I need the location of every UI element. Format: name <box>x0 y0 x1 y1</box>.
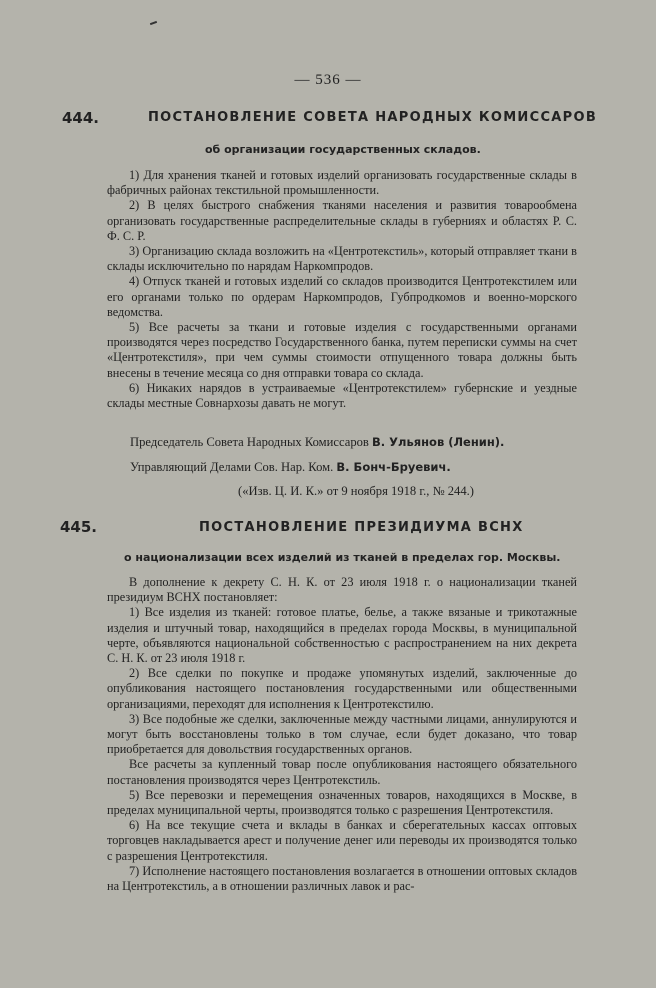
doc-445-number: 445. <box>60 518 98 536</box>
ink-speck <box>150 21 157 25</box>
paragraph: 6) На все текущие счета и вклады в банках и сберегательных кассах оптовых торговцев накладывается арест и получение денег или переводы их производятся только с разрешения Центротекстиля. <box>107 818 577 863</box>
paragraph: 5) Все перевозки и перемещения означенных товаров, находящихся в Москве, в пределах муниципальной черты, производятся только с разрешения Центротекстиля. <box>107 787 577 818</box>
paragraph: 5) Все расчеты за ткани и готовые изделия с государственными органами производятся через посредство Государственного банка, путем переписки суммы на счет «Центротекстиля», при чем суммы стоимости отпущенного товара должны быть внесены в течение месяца со дня отправки товара со склада. <box>107 320 577 380</box>
signature-chairman <box>130 435 504 450</box>
paragraph: 4) Отпуск тканей и готовых изделий со складов производится Центротекстилем или его органами только по ордерам Наркомпродов, Губпродкомов и военно-морского ведомства. <box>107 274 577 319</box>
doc-444-body <box>107 168 577 411</box>
doc-444-title: ПОСТАНОВЛЕНИЕ СОВЕТА НАРОДНЫХ КОМИССАРОВ <box>148 110 598 125</box>
doc-444-subtitle: об организации государственных складов. <box>205 143 481 156</box>
paragraph: Все расчеты за купленный товар после опубликования настоящего обязательного постановления производятся через Центротекстиль. <box>107 757 577 787</box>
paragraph: 3) Организацию склада возложить на «Центротекстиль», который отправляет ткани в склады исключительно по нарядам Наркомпродов. <box>107 244 577 274</box>
paragraph: 1) Все изделия из тканей: готовое платье, белье, а также вязаные и трикотажные изделия и штучный товар, находящийся в пределах города Москвы, в муниципальной черте, объявляются национальной собственностью с распространением на них декрета С. Н. К. от 23 июля 1918 г. <box>107 605 577 666</box>
paragraph: В дополнение к декрету С. Н. К. от 23 июля 1918 г. о национализации тканей президиум ВСНХ постановляет: <box>107 575 577 605</box>
doc-445-title: ПОСТАНОВЛЕНИЕ ПРЕЗИДИУМА ВСНХ <box>199 520 524 535</box>
paragraph: 7) Исполнение настоящего постановления возлагается в отношении оптовых складов на Центротекстиль, а в отношении различных лавок и рас- <box>107 863 577 894</box>
signature-name: В. Бонч-Бруевич. <box>336 460 451 474</box>
paragraph: 1) Для хранения тканей и готовых изделий организовать государственные склады в фабричных районах текстильной промышленности. <box>107 168 577 198</box>
signature-title: Управляющий Делами Сов. Нар. Ком. <box>130 460 334 474</box>
paragraph: 6) Никаких нарядов в устраиваемые «Центротекстилем» губернские и уездные склады местные Совнархозы давать не могут. <box>107 380 577 411</box>
doc-444-number: 444. <box>62 109 100 127</box>
paragraph: 2) В целях быстрого снабжения тканями населения и развития товарообмена организовать государственные распределительные склады в губерниях и областях Р. С. Ф. С. Р. <box>107 198 577 243</box>
paragraph: 2) Все сделки по покупке и продаже упомянутых изделий, заключенные до опубликования настоящего постановления государственными или общественными организациями, переходят для исполнения к Центротекстилю. <box>107 666 577 711</box>
doc-444-source: («Изв. Ц. И. К.» от 9 ноября 1918 г., № 244.) <box>238 484 474 498</box>
signature-title: Председатель Совета Народных Комиссаров <box>130 435 369 449</box>
page-number: — 536 — <box>294 72 362 88</box>
doc-445-body <box>107 575 577 894</box>
paragraph: 3) Все подобные же сделки, заключенные между частными лицами, аннулируются и могут быть восстановлены только в том случае, если будет доказано, что товар приобретается для довольствия государственных органов. <box>107 711 577 757</box>
signature-manager <box>130 460 451 475</box>
doc-445-subtitle: о национализации всех изделий из тканей в пределах гор. Москвы. <box>124 551 561 564</box>
signature-name: В. Ульянов (Ленин). <box>372 435 505 449</box>
